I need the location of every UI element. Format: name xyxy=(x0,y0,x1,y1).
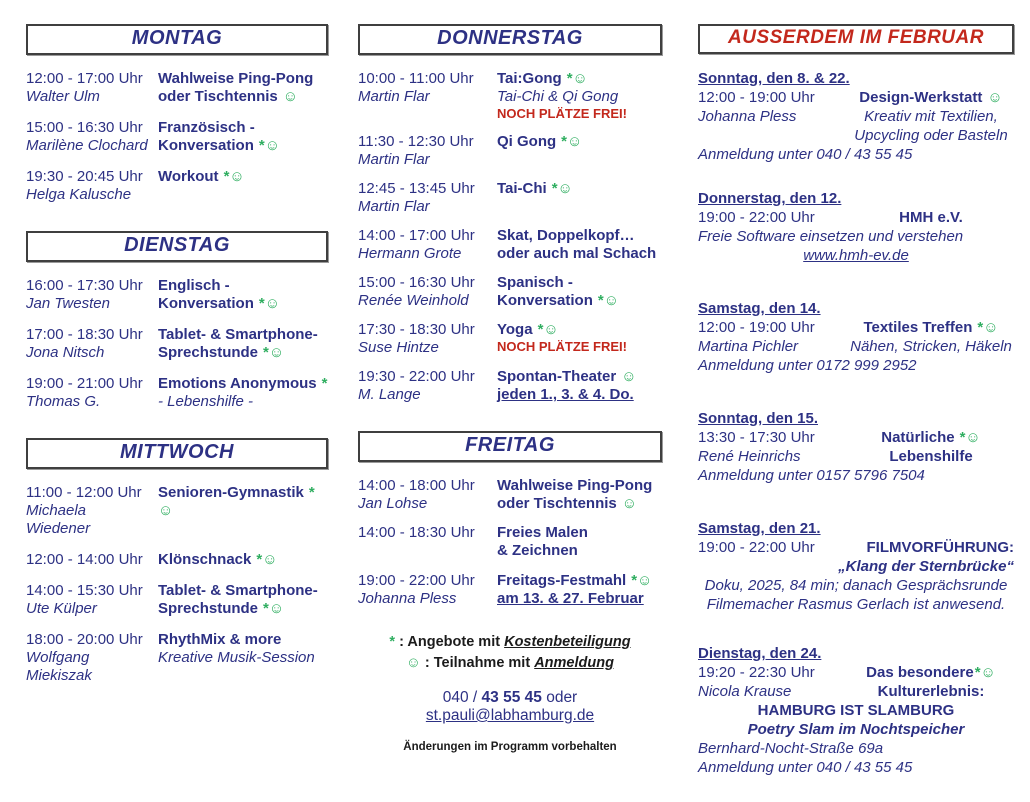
event-person: Johanna Pless xyxy=(698,108,797,125)
star-smiley-icon: *☺ xyxy=(977,319,999,336)
middle-column xyxy=(358,24,662,753)
day-title: DIENSTAG xyxy=(124,234,230,256)
entry-person: Jan Twesten xyxy=(26,295,110,312)
program-disclaimer: Änderungen im Programm vorbehalten xyxy=(403,741,617,753)
activity-text: Emotions Anonymous xyxy=(158,375,317,392)
entry-person: Martin Flar xyxy=(358,151,430,168)
entry-time: 15:00 - 16:30 Uhr xyxy=(358,274,475,291)
activity-text: Tai-Chi xyxy=(497,180,547,197)
entry-time: 14:00 - 15:30 Uhr xyxy=(26,582,143,599)
entry-person: Suse Hintze xyxy=(358,339,439,356)
event-date: Sonntag, den 15. xyxy=(698,410,819,427)
activity-line xyxy=(497,572,662,590)
activity-text: Yoga xyxy=(497,321,533,338)
smiley-icon: ☺ xyxy=(621,368,637,385)
smiley-icon: ☺ xyxy=(406,655,421,671)
activity-text: oder Tischtennis xyxy=(158,88,278,105)
schedule-entry xyxy=(358,180,662,216)
event-title xyxy=(848,663,1014,682)
schedule-entry xyxy=(26,582,328,618)
phone-number: 43 55 45 xyxy=(481,689,542,706)
star-smiley-icon: *☺ xyxy=(256,551,278,568)
schedule-entry xyxy=(26,326,328,362)
entry-time: 19:00 - 22:00 Uhr xyxy=(358,572,475,589)
event-subtitle: Kulturerlebnis: xyxy=(877,683,985,700)
activity-line xyxy=(158,649,328,667)
extras-header xyxy=(698,24,1014,54)
legend-text: : Angebote mit xyxy=(395,634,505,650)
availability-note: NOCH PLÄTZE FREI! xyxy=(497,106,627,121)
entry-person: Martin Flar xyxy=(358,88,430,105)
legend-registration-line xyxy=(358,653,662,674)
activity-line xyxy=(497,227,662,245)
event-link-line xyxy=(698,246,1014,265)
event-subtitle: Nähen, Stricken, Häkeln xyxy=(850,338,1012,355)
event-subtitle: Upcycling oder Basteln xyxy=(854,127,1008,144)
activity-line xyxy=(497,542,662,560)
activity-line xyxy=(158,344,328,362)
entry-person: Helga Kalusche xyxy=(26,186,132,203)
event-description: Doku, 2025, 84 min; danach Gesprächsrunde xyxy=(704,577,1008,594)
event-title xyxy=(848,428,1014,447)
event-headline: HAMBURG IST SLAMBURG xyxy=(757,702,955,719)
event-date: Samstag, den 14. xyxy=(698,300,821,317)
activity-text: Tai:Gong xyxy=(497,70,562,87)
star-smiley-icon: *☺ xyxy=(561,133,583,150)
extra-event xyxy=(698,519,1014,614)
entry-time: 16:00 - 17:30 Uhr xyxy=(26,277,143,294)
activity-text: Englisch - xyxy=(158,277,230,294)
day-title: FREITAG xyxy=(465,434,555,456)
event-subtitle: Kreativ mit Textilien, xyxy=(864,108,998,125)
event-date: Dienstag, den 24. xyxy=(698,645,822,662)
activity-line xyxy=(497,590,662,608)
day-header-mittwoch xyxy=(26,438,328,469)
entry-person: M. Lange xyxy=(358,386,421,403)
star-smiley-icon: *☺ xyxy=(258,137,281,154)
schedule-entry xyxy=(26,551,328,569)
activity-line xyxy=(497,70,662,88)
event-title xyxy=(848,318,1014,337)
activity-text: Französisch - xyxy=(158,119,255,136)
event-subheadline: Poetry Slam im Nochtspeicher xyxy=(747,721,965,738)
legend-keyword: Kostenbeteiligung xyxy=(504,634,631,650)
star-smiley-icon: *☺ xyxy=(223,168,245,185)
activity-line xyxy=(158,375,328,393)
activity-text: & Zeichnen xyxy=(497,542,578,559)
legend-text: : Teilnahme mit xyxy=(420,655,535,671)
entry-person: Thomas G. xyxy=(26,393,101,410)
activity-text: Spanisch - xyxy=(497,274,573,291)
activity-text: Sprechstunde xyxy=(158,600,259,617)
event-person: Nicola Krause xyxy=(698,683,792,700)
entry-person: Martin Flar xyxy=(358,198,430,215)
legend xyxy=(358,632,662,674)
activity-text: Tablet- & Smartphone- xyxy=(158,582,318,599)
activity-text: am 13. & 27. Februar xyxy=(497,590,644,607)
schedule-entry xyxy=(26,119,328,155)
entry-person: Michaela Wiedener xyxy=(26,502,91,537)
activity-text: Tai-Chi & Qi Gong xyxy=(497,88,619,105)
smiley-icon: ☺ xyxy=(621,495,638,512)
schedule-entry xyxy=(358,133,662,169)
activity-line xyxy=(497,292,662,310)
activity-text: Sprechstunde xyxy=(158,344,259,361)
event-address: Bernhard-Nocht-Straße 69a xyxy=(698,740,884,757)
star-smiley-icon: *☺ xyxy=(566,70,588,87)
star-smiley-icon: *☺ xyxy=(263,600,285,617)
schedule-entry xyxy=(358,524,662,560)
event-time: 19:00 - 22:00 Uhr xyxy=(698,539,815,556)
smiley-icon: ☺ xyxy=(987,89,1003,106)
activity-line xyxy=(497,368,662,386)
event-subtitle: Lebenshilfe xyxy=(889,448,973,465)
event-film-title: „Klang der Sternbrücke“ xyxy=(838,558,1014,575)
schedule-entry xyxy=(26,375,328,411)
activity-line xyxy=(497,386,662,404)
entry-person: Walter Ulm xyxy=(26,88,100,105)
activity-text: oder Tischtennis xyxy=(497,495,617,512)
hmh-website-link[interactable]: www.hmh-ev.de xyxy=(803,247,909,264)
event-registration: Anmeldung unter 0157 5796 7504 xyxy=(698,467,925,484)
event-date: Donnerstag, den 12. xyxy=(698,190,842,207)
activity-text: jeden 1., 3. & 4. Do. xyxy=(497,386,634,403)
event-title-text: Design-Werkstatt xyxy=(859,89,983,106)
extra-event xyxy=(698,644,1014,777)
entry-time: 14:00 - 17:00 Uhr xyxy=(358,227,475,244)
event-registration: Anmeldung unter 040 / 43 55 45 xyxy=(698,146,913,163)
activity-line xyxy=(158,393,328,411)
schedule-entry xyxy=(26,168,328,204)
entry-person: Renée Weinhold xyxy=(358,292,469,309)
activity-line xyxy=(158,88,328,106)
entry-time: 15:00 - 16:30 Uhr xyxy=(26,119,143,136)
phone-prefix: 040 / xyxy=(442,689,482,706)
entry-person: Wolfgang Miekiszak xyxy=(26,649,92,684)
activity-text: Freitags-Festmahl xyxy=(497,572,627,589)
extra-event xyxy=(698,69,1014,164)
activity-text: Freies Malen xyxy=(497,524,588,541)
star-smiley-icon: *☺ xyxy=(258,295,281,312)
activity-text: Konversation xyxy=(158,137,254,154)
schedule-entry xyxy=(358,227,662,263)
activity-text: RhythMix & more xyxy=(158,631,282,648)
schedule-entry xyxy=(26,631,328,685)
event-title-text: Natürliche xyxy=(881,429,955,446)
activity-line xyxy=(497,245,662,263)
star-smiley-icon: *☺ xyxy=(537,321,559,338)
star-icon: * xyxy=(321,375,328,392)
smiley-icon: ☺ xyxy=(282,88,299,105)
day-title: MITTWOCH xyxy=(120,441,234,463)
entry-time: 11:00 - 12:00 Uhr xyxy=(26,484,142,501)
day-title: DONNERSTAG xyxy=(437,27,583,49)
event-time: 19:20 - 22:30 Uhr xyxy=(698,664,815,681)
event-title-text: Das besondere xyxy=(866,664,974,681)
entry-person: Johanna Pless xyxy=(358,590,457,607)
legend-keyword: Anmeldung xyxy=(534,655,614,671)
activity-line xyxy=(497,321,662,339)
event-description: Filmemacher Rasmus Gerlach ist anwesend. xyxy=(706,596,1006,613)
email-link[interactable]: st.pauli@labhamburg.de xyxy=(425,707,595,724)
event-time: 12:00 - 19:00 Uhr xyxy=(698,319,815,336)
contact-line xyxy=(358,689,662,725)
schedule-entry xyxy=(358,572,662,608)
event-time: 12:00 - 19:00 Uhr xyxy=(698,89,815,106)
event-description: Freie Software einsetzen und verstehen xyxy=(698,228,964,245)
entry-time: 14:00 - 18:30 Uhr xyxy=(358,524,475,541)
entry-time: 19:00 - 21:00 Uhr xyxy=(26,375,143,392)
activity-line xyxy=(158,70,328,88)
activity-text: Workout xyxy=(158,168,219,185)
event-time: 13:30 - 17:30 Uhr xyxy=(698,429,815,446)
event-person: René Heinrichs xyxy=(698,448,801,465)
activity-line xyxy=(158,484,328,520)
left-column xyxy=(26,24,328,698)
activity-line xyxy=(158,119,328,137)
event-title xyxy=(848,88,1014,107)
contact-separator: oder xyxy=(541,689,578,706)
schedule-entry xyxy=(358,70,662,122)
schedule-entry xyxy=(26,70,328,106)
day-title: MONTAG xyxy=(131,27,223,49)
activity-line xyxy=(158,277,328,295)
event-registration: Anmeldung unter 040 / 43 55 45 xyxy=(698,759,913,776)
activity-line xyxy=(158,295,328,313)
activity-line xyxy=(497,524,662,542)
entry-time: 17:00 - 18:30 Uhr xyxy=(26,326,143,343)
entry-time: 12:45 - 13:45 Uhr xyxy=(358,180,475,197)
schedule-entry xyxy=(358,274,662,310)
activity-line xyxy=(158,600,328,618)
extra-event xyxy=(698,189,1014,265)
event-title: HMH e.V. xyxy=(899,209,963,226)
activity-line xyxy=(158,137,328,155)
day-header-dienstag xyxy=(26,231,328,262)
activity-line xyxy=(497,180,662,198)
activity-line xyxy=(497,133,662,151)
star-smiley-icon: *☺ xyxy=(263,344,285,361)
day-header-freitag xyxy=(358,431,662,462)
star-smiley-icon: *☺ xyxy=(959,429,981,446)
activity-text: Spontan-Theater xyxy=(497,368,617,385)
availability-note: NOCH PLÄTZE FREI! xyxy=(497,339,627,354)
entry-time: 17:30 - 18:30 Uhr xyxy=(358,321,475,338)
entry-time: 19:30 - 22:00 Uhr xyxy=(358,368,475,385)
day-header-donnerstag xyxy=(358,24,662,55)
activity-text: Skat, Doppelkopf… xyxy=(497,227,635,244)
activity-text: Wahlweise Ping-Pong xyxy=(497,477,653,494)
star-smiley-icon: *☺ xyxy=(551,180,573,197)
event-time: 19:00 - 22:00 Uhr xyxy=(698,209,815,226)
activity-text: Tablet- & Smartphone- xyxy=(158,326,318,343)
activity-text: oder auch mal Schach xyxy=(497,245,657,262)
day-header-montag xyxy=(26,24,328,55)
activity-line xyxy=(158,631,328,649)
extras-title: AUSSERDEM IM FEBRUAR xyxy=(728,27,984,48)
activity-line xyxy=(497,495,662,513)
star-icon: * xyxy=(389,634,396,650)
activity-line xyxy=(158,551,328,569)
entry-person: Marilène Clochard xyxy=(26,137,148,154)
entry-time: 10:00 - 11:00 Uhr xyxy=(358,70,474,87)
activity-line xyxy=(158,326,328,344)
activity-line xyxy=(158,582,328,600)
activity-text: Qi Gong xyxy=(497,133,557,150)
activity-line xyxy=(497,477,662,495)
extra-event xyxy=(698,299,1014,375)
event-person: Martina Pichler xyxy=(698,338,799,355)
activity-text: Klönschnack xyxy=(158,551,252,568)
schedule-entry xyxy=(26,277,328,313)
activity-line xyxy=(497,88,662,106)
star-smiley-icon: *☺ xyxy=(158,484,315,519)
event-title-text: Textiles Treffen xyxy=(863,319,973,336)
star-smiley-icon: *☺ xyxy=(631,572,653,589)
star-smiley-icon: *☺ xyxy=(597,292,620,309)
event-title: FILMVORFÜHRUNG: xyxy=(866,539,1014,556)
schedule-entry xyxy=(26,484,328,538)
right-column xyxy=(698,24,1014,802)
event-date: Samstag, den 21. xyxy=(698,520,821,537)
activity-line xyxy=(158,168,328,186)
entry-time: 12:00 - 17:00 Uhr xyxy=(26,70,143,87)
activity-line xyxy=(497,274,662,292)
activity-text: Senioren-Gymnastik xyxy=(158,484,304,501)
event-registration: Anmeldung unter 0172 999 2952 xyxy=(698,357,917,374)
entry-person: Jona Nitsch xyxy=(26,344,105,361)
activity-text: Konversation xyxy=(158,295,254,312)
entry-time: 18:00 - 20:00 Uhr xyxy=(26,631,143,648)
schedule-entry xyxy=(358,368,662,404)
activity-text: Wahlweise Ping-Pong xyxy=(158,70,314,87)
entry-person: Ute Külper xyxy=(26,600,97,617)
entry-time: 12:00 - 14:00 Uhr xyxy=(26,551,143,568)
activity-text: Kreative Musik-Session xyxy=(158,649,315,666)
entry-person: Hermann Grote xyxy=(358,245,462,262)
activity-text: Konversation xyxy=(497,292,593,309)
schedule-entry xyxy=(358,477,662,513)
schedule-entry xyxy=(358,321,662,357)
entry-time: 14:00 - 18:00 Uhr xyxy=(358,477,475,494)
activity-text: - Lebenshilfe - xyxy=(158,393,254,410)
star-smiley-icon: *☺ xyxy=(974,664,996,681)
legend-cost-line xyxy=(358,632,662,653)
entry-person: Jan Lohse xyxy=(358,495,428,512)
event-date: Sonntag, den 8. & 22. xyxy=(698,70,850,87)
entry-time: 11:30 - 12:30 Uhr xyxy=(358,133,474,150)
entry-time: 19:30 - 20:45 Uhr xyxy=(26,168,143,185)
extra-event xyxy=(698,409,1014,485)
